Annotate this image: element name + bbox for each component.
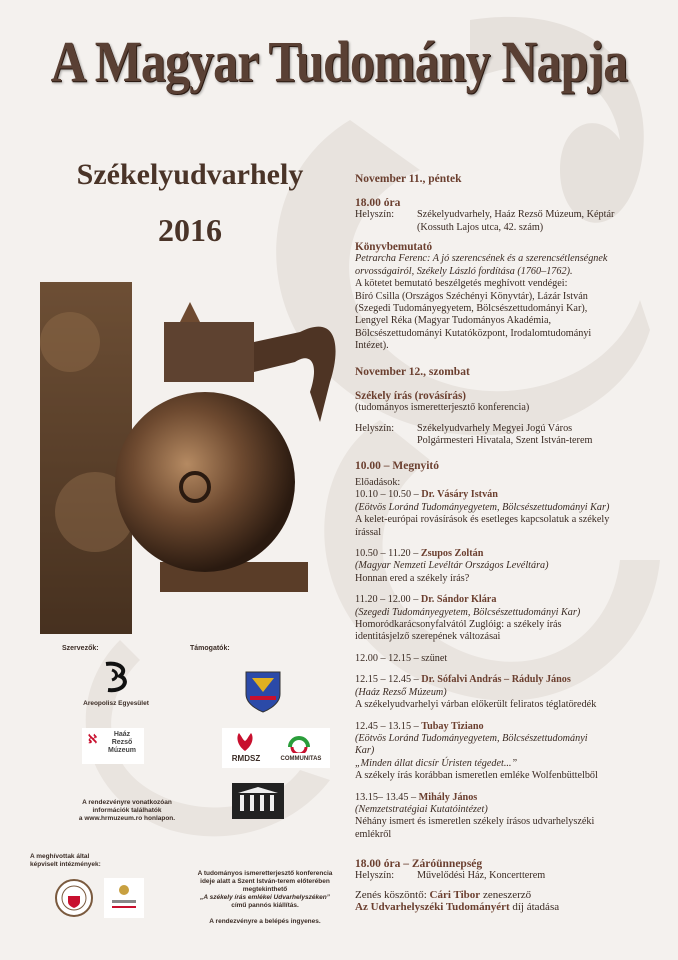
poster-title: A Magyar Tudomány Napja xyxy=(50,29,628,94)
closing-venue: Helyszín: Művelődési Ház, Koncertterem xyxy=(355,870,546,882)
communitas-icon xyxy=(286,731,312,753)
talks-label: Előadások: xyxy=(355,477,401,488)
talk-2: 10.50 – 11.20 – Zsupos Zoltán (Magyar Nemzeti Levéltár Országos Levéltára) Honnan ered a székely írás? xyxy=(355,548,549,584)
book-launch-block xyxy=(355,241,673,353)
rmdsz-label: RMDSZ xyxy=(231,754,261,763)
rmdsz-tulip-icon xyxy=(232,731,258,753)
talk-6: 13.15– 13.45 – Mihály János (Nemzetstratégiai Kutatóintézet) Néhány ismert és ismeretlen székely írásos udvarhelyszéki emlékről xyxy=(355,791,595,840)
talk-1: 10.10 – 10.50 – Dr. Vásáry István (Eötvös Loránd Tudományegyetem, Bölcsészettudományi Kar) A kelet-európai rovásírások és esetleges kapcsolatuk a székely írással xyxy=(355,489,610,538)
talks-list xyxy=(355,477,673,841)
book-guests: A kötetet bemutató beszélgetés meghívott vendégei: Bíró Csilla (Országos Széchényi Könyvtár), Lázár István (Szegedi Tudományegyetem, Bölcsészettudományi Kar), Lengyel Réka (Magyar Tudományos Akadémia, Bölcsészettudományi Kutatóközpont, Irodalomtudományi Intézet). xyxy=(355,278,592,352)
museum-logo: ℵ Haáz Rezső Múzeum xyxy=(82,728,144,764)
institution-seal-icon xyxy=(54,878,94,918)
communitas-label: COMMUNITAS xyxy=(280,756,322,762)
day1-date: November 11., péntek xyxy=(355,173,462,185)
areopolisz-logo-icon xyxy=(100,660,134,694)
supporters-label: Támogatók: xyxy=(190,645,230,652)
city-heading: Székelyudvarhely xyxy=(76,158,304,191)
day2-venue: Helyszín: Székelyudvarhely Megyei Jogú Város Polgármesteri Hivatala, Szent István-terem xyxy=(355,422,593,447)
music-line: Zenés köszöntő: Cári Tibor zeneszerző xyxy=(355,888,532,901)
areopolisz-label: Areopolisz Egyesület xyxy=(83,700,149,707)
sponsor-logos xyxy=(222,728,330,768)
opening-time: 10.00 – Megnyitó xyxy=(355,460,440,472)
conference-subheading: (tudományos ismeretterjesztő konferencia) xyxy=(355,402,530,414)
invited-label: A meghívottak által képviselt intézmények: xyxy=(30,853,101,868)
conference-block xyxy=(355,390,673,448)
book-heading: Könyvbemutató xyxy=(355,241,433,253)
talk-5: 12.45 – 13.15 – Tubay Tiziano (Eötvös Loránd Tudományegyetem, Bölcsészettudományi Kar) „Minden állat dicsír Úristen tégedet...” A székely írás korábban ismeretlen emléke Wolfenbüttelből xyxy=(355,720,598,782)
opening-block xyxy=(355,460,673,472)
city-coat-of-arms-icon xyxy=(244,670,282,714)
info-text: A rendezvényre vonatkozóan információk találhatók a www.hrmuzeum.ro honlapon. xyxy=(78,799,176,822)
break-item: 12.00 – 12.15 – szünet xyxy=(355,652,448,664)
organizers-label: Szervezők: xyxy=(62,645,99,652)
talk-3: 11.20 – 12.00 – Dr. Sándor Klára (Szegedi Tudományegyetem, Bölcsészettudományi Kar) Homoródkarácsonyfalvától Zuglóig: a székely írás identitásjelző szerepének változásai xyxy=(355,594,581,643)
day1-time-block xyxy=(355,197,673,234)
academy-logo-icon xyxy=(104,878,144,918)
day1-time: 18.00 óra xyxy=(355,197,401,209)
closing-block xyxy=(355,858,673,914)
exhibition-notice: A tudományos ismeretterjesztő konferencia ideje alatt a Szent István-terem előterében megtekinthető „A székely írás emlékei Udvarhelyszéken” című pannós kiállítás. xyxy=(197,870,333,909)
award-line: Az Udvarhelyszéki Tudományért díj átadása xyxy=(355,901,560,914)
day1-venue: Helyszín: Székelyudvarhely, Haáz Rezső Múzeum, Képtár (Kossuth Lajos utca, 42. szám) xyxy=(355,209,615,233)
closing-time: 18.00 óra – Záróünnepség xyxy=(355,858,483,870)
bronze-sculpture-image xyxy=(40,282,338,634)
conference-heading: Székely írás (rovásírás) xyxy=(355,390,467,402)
year-heading: 2016 xyxy=(158,212,222,248)
free-entry-notice: A rendezvényre a belépés ingyenes. xyxy=(209,918,321,925)
day2-date: November 12., szombat xyxy=(355,366,470,378)
building-logo-icon xyxy=(232,783,284,819)
book-title: Petrarcha Ferenc: A jó szerencsének és a szerencsétlenségnek orvosságairól, Székely László fordítása (1760–1762). xyxy=(355,253,608,277)
talk-4: 12.15 – 12.45 – Dr. Sófalvi András – Ráduly János (Haáz Rezső Múzeum) A székelyudvarhelyi várban előkerült feliratos téglatöredék xyxy=(355,674,597,711)
